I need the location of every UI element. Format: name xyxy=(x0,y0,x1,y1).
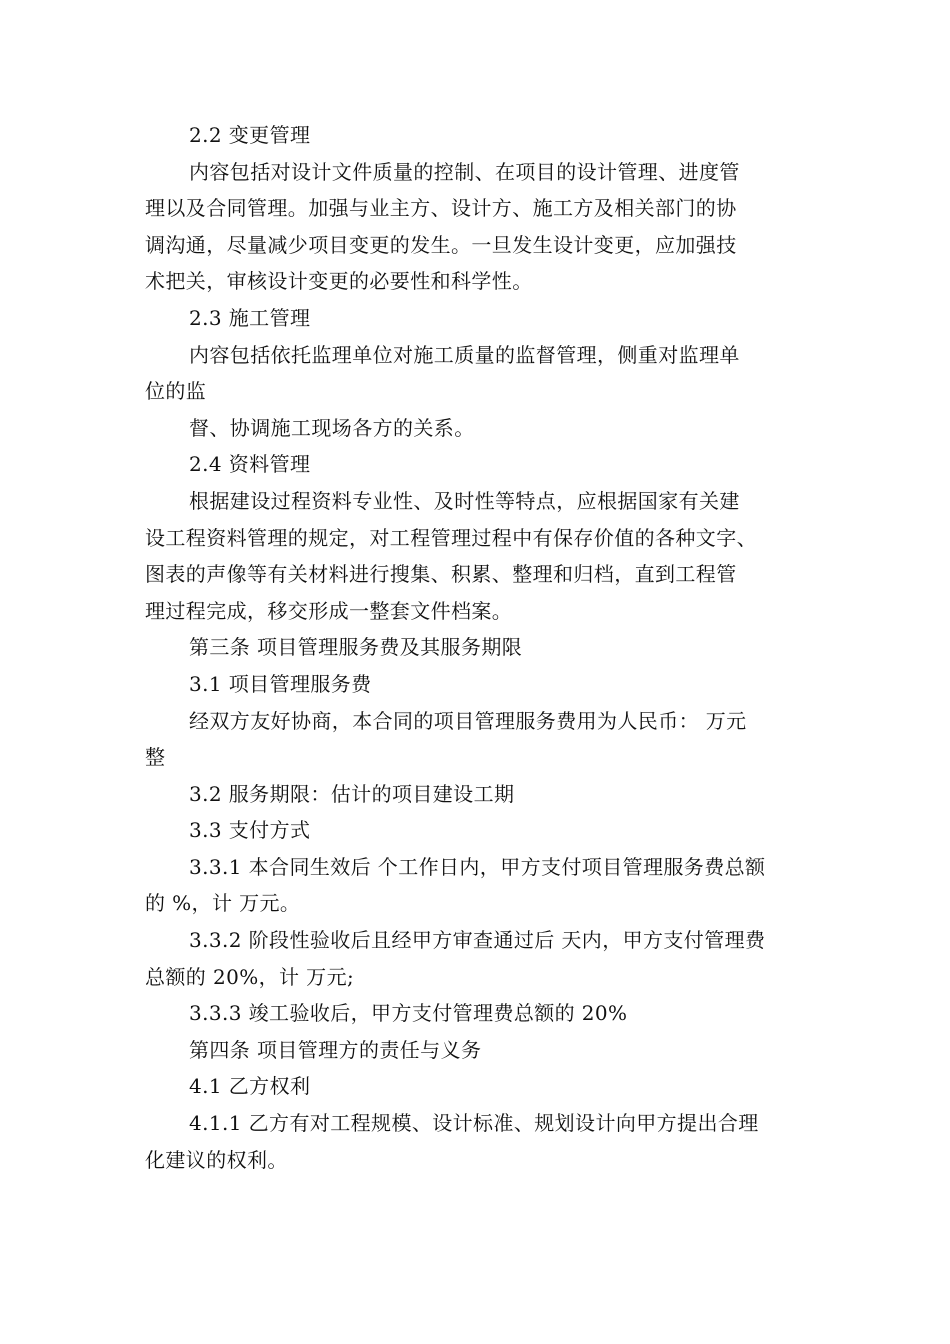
document-body xyxy=(145,117,810,1178)
paragraph-line: 根据建设过程资料专业性、及时性等特点，应根据国家有关建 xyxy=(189,488,740,513)
heading-text: 第三条 项目管理服务费及其服务期限 xyxy=(189,635,523,660)
paragraph-service-fee xyxy=(145,703,810,776)
paragraph-line: 图表的声像等有关材料进行搜集、积累、整理和归档，直到工程管 xyxy=(145,562,737,587)
paragraph-line: 总额的 20%，计 万元; xyxy=(145,964,355,989)
heading-text: 3.1 项目管理服务费 xyxy=(189,671,372,696)
paragraph-line: 调沟通，尽量减少项目变更的发生。一旦发生设计变更，应加强技 xyxy=(145,232,737,257)
heading-text: 2.4 资料管理 xyxy=(189,452,311,477)
article-heading-4 xyxy=(145,1032,810,1069)
paragraph-text: 3.3.3 竣工验收后，甲方支付管理费总额的 20% xyxy=(189,1001,628,1026)
section-heading-3-1 xyxy=(145,666,810,703)
paragraph-line: 整 xyxy=(145,745,166,770)
heading-text: 4.1 乙方权利 xyxy=(189,1074,311,1099)
section-heading-2-2 xyxy=(145,117,810,154)
paragraph-coordination xyxy=(145,410,810,447)
paragraph-line: 设工程资料管理的规定，对工程管理过程中有保存价值的各种文字、 xyxy=(145,525,757,550)
section-heading-2-4 xyxy=(145,446,810,483)
article-heading-3 xyxy=(145,629,810,666)
section-heading-4-1 xyxy=(145,1068,810,1105)
section-heading-3-3 xyxy=(145,812,810,849)
section-heading-2-3 xyxy=(145,300,810,337)
paragraph-line: 3.3.2 阶段性验收后且经甲方审查通过后 天内，甲方支付管理费 xyxy=(189,928,766,953)
paragraph-construction-management xyxy=(145,337,810,410)
paragraph-document-management xyxy=(145,483,810,629)
paragraph-line: 3.3.1 本合同生效后 个工作日内，甲方支付项目管理服务费总额 xyxy=(189,854,766,879)
paragraph-line: 位的监 xyxy=(145,379,207,404)
paragraph-line: 的 %，计 万元。 xyxy=(145,891,301,916)
paragraph-payment-3-3-3 xyxy=(145,995,810,1032)
paragraph-line: 经双方友好协商，本合同的项目管理服务费用为人民币： 万元 xyxy=(189,708,747,733)
paragraph-line: 内容包括对设计文件质量的控制、在项目的设计管理、进度管 xyxy=(189,159,740,184)
paragraph-payment-3-3-2 xyxy=(145,922,810,995)
paragraph-rights-4-1-1 xyxy=(145,1105,810,1178)
paragraph-line: 化建议的权利。 xyxy=(145,1147,288,1172)
heading-text: 3.3 支付方式 xyxy=(189,818,311,843)
paragraph-line: 术把关，审核设计变更的必要性和科学性。 xyxy=(145,269,533,294)
paragraph-line: 内容包括依托监理单位对施工质量的监督管理，侧重对监理单 xyxy=(189,342,740,367)
paragraph-change-management xyxy=(145,154,810,300)
heading-text: 第四条 项目管理方的责任与义务 xyxy=(189,1037,482,1062)
section-heading-3-2 xyxy=(145,776,810,813)
paragraph-payment-3-3-1 xyxy=(145,849,810,922)
paragraph-line: 4.1.1 乙方有对工程规模、设计标准、规划设计向甲方提出合理 xyxy=(189,1111,759,1136)
heading-text: 2.2 变更管理 xyxy=(189,123,311,147)
heading-text: 3.2 服务期限：估计的项目建设工期 xyxy=(189,781,515,806)
paragraph-line: 理以及合同管理。加强与业主方、设计方、施工方及相关部门的协 xyxy=(145,196,737,221)
heading-text: 2.3 施工管理 xyxy=(189,305,311,330)
paragraph-text: 督、协调施工现场各方的关系。 xyxy=(189,415,475,440)
paragraph-line: 理过程完成，移交形成一整套文件档案。 xyxy=(145,598,513,623)
